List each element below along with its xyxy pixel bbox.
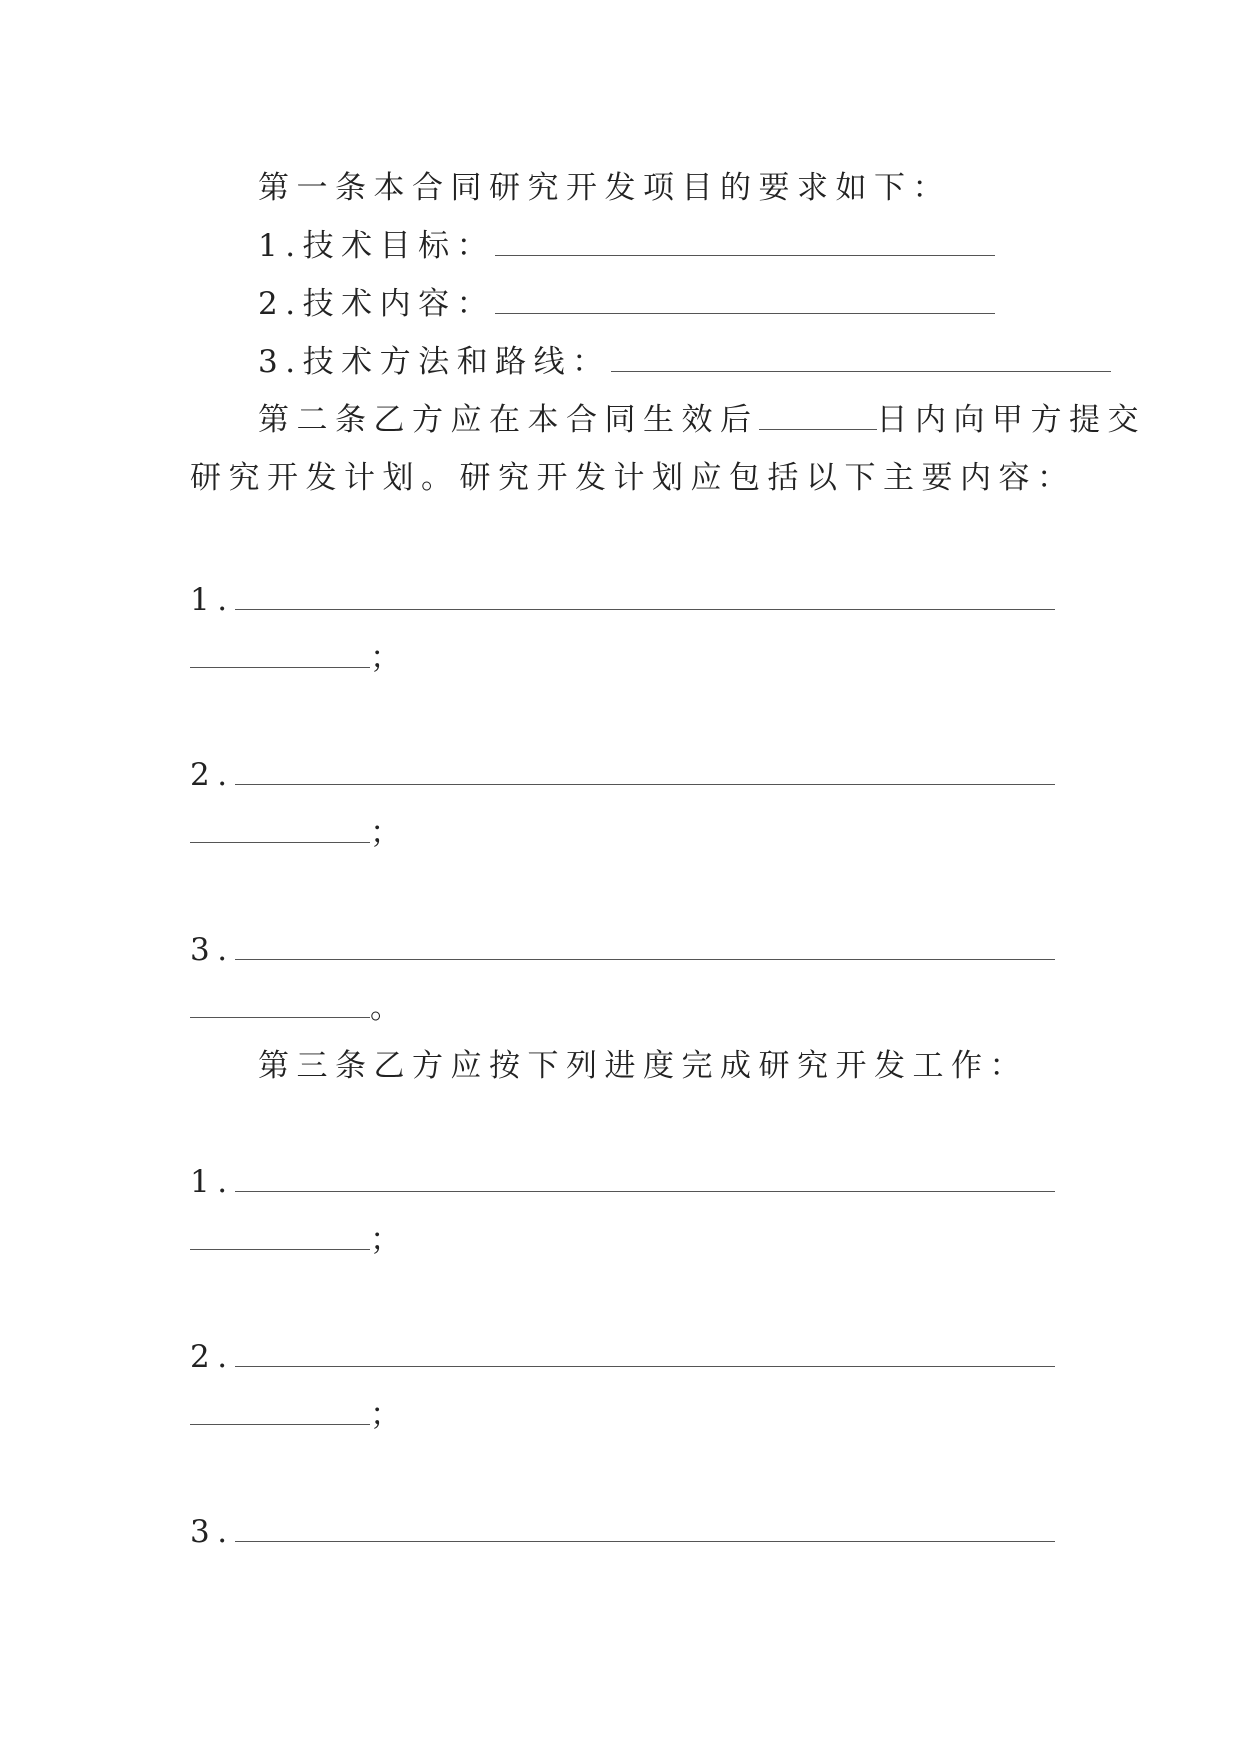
item-end-punct: ； xyxy=(370,1397,409,1433)
item-end-punct: ； xyxy=(370,640,409,676)
days-blank[interactable] xyxy=(759,401,877,430)
article3-item-2 xyxy=(190,1337,1055,1377)
article2-line-1 xyxy=(258,400,1146,440)
fill-blank[interactable] xyxy=(235,756,1055,785)
article1-item-1 xyxy=(258,226,995,266)
fill-blank[interactable] xyxy=(190,1221,370,1250)
item-end-punct: ； xyxy=(370,1222,409,1258)
article2-item-3 xyxy=(190,930,1055,970)
item-number: 1. xyxy=(190,1164,235,1200)
article2-item-1-cont xyxy=(190,638,409,678)
item-end-punct: 。 xyxy=(370,990,409,1026)
article2-item-2 xyxy=(190,755,1055,795)
article2-text-before: 第二条乙方应在本合同生效后 xyxy=(258,402,759,438)
fill-blank[interactable] xyxy=(190,814,370,843)
article3-item-1-cont xyxy=(190,1220,409,1260)
article1-item-3 xyxy=(258,342,1111,382)
fill-blank[interactable] xyxy=(190,989,370,1018)
fill-blank[interactable] xyxy=(495,227,995,256)
article3-item-2-cont xyxy=(190,1395,409,1435)
item-label: 2.技术内容： xyxy=(258,286,496,322)
article3-heading: 第三条乙方应按下列进度完成研究开发工作： xyxy=(258,1048,1028,1084)
article2-item-2-cont xyxy=(190,813,409,853)
fill-blank[interactable] xyxy=(235,1513,1055,1542)
item-number: 1. xyxy=(190,582,235,618)
item-label: 3.技术方法和路线： xyxy=(258,344,611,380)
fill-blank[interactable] xyxy=(611,343,1111,372)
fill-blank[interactable] xyxy=(190,1396,370,1425)
article2-line-2: 研究开发计划。研究开发计划应包括以下主要内容： xyxy=(190,460,1076,496)
article2-item-1 xyxy=(190,580,1055,620)
item-number: 2. xyxy=(190,1339,235,1375)
article1-item-2 xyxy=(258,284,995,324)
article3-item-3 xyxy=(190,1512,1055,1552)
fill-blank[interactable] xyxy=(495,285,995,314)
item-label: 1.技术目标： xyxy=(258,228,496,264)
article2-text-after: 日内向甲方提交 xyxy=(876,402,1146,438)
item-number: 2. xyxy=(190,757,235,793)
fill-blank[interactable] xyxy=(235,1338,1055,1367)
fill-blank[interactable] xyxy=(235,931,1055,960)
fill-blank[interactable] xyxy=(190,639,370,668)
fill-blank[interactable] xyxy=(235,1163,1055,1192)
item-number: 3. xyxy=(190,1514,235,1550)
article3-item-1 xyxy=(190,1162,1055,1202)
fill-blank[interactable] xyxy=(235,581,1055,610)
item-number: 3. xyxy=(190,932,235,968)
article2-item-3-cont xyxy=(190,988,409,1028)
article1-heading: 第一条本合同研究开发项目的要求如下： xyxy=(258,170,951,206)
item-end-punct: ； xyxy=(370,815,409,851)
